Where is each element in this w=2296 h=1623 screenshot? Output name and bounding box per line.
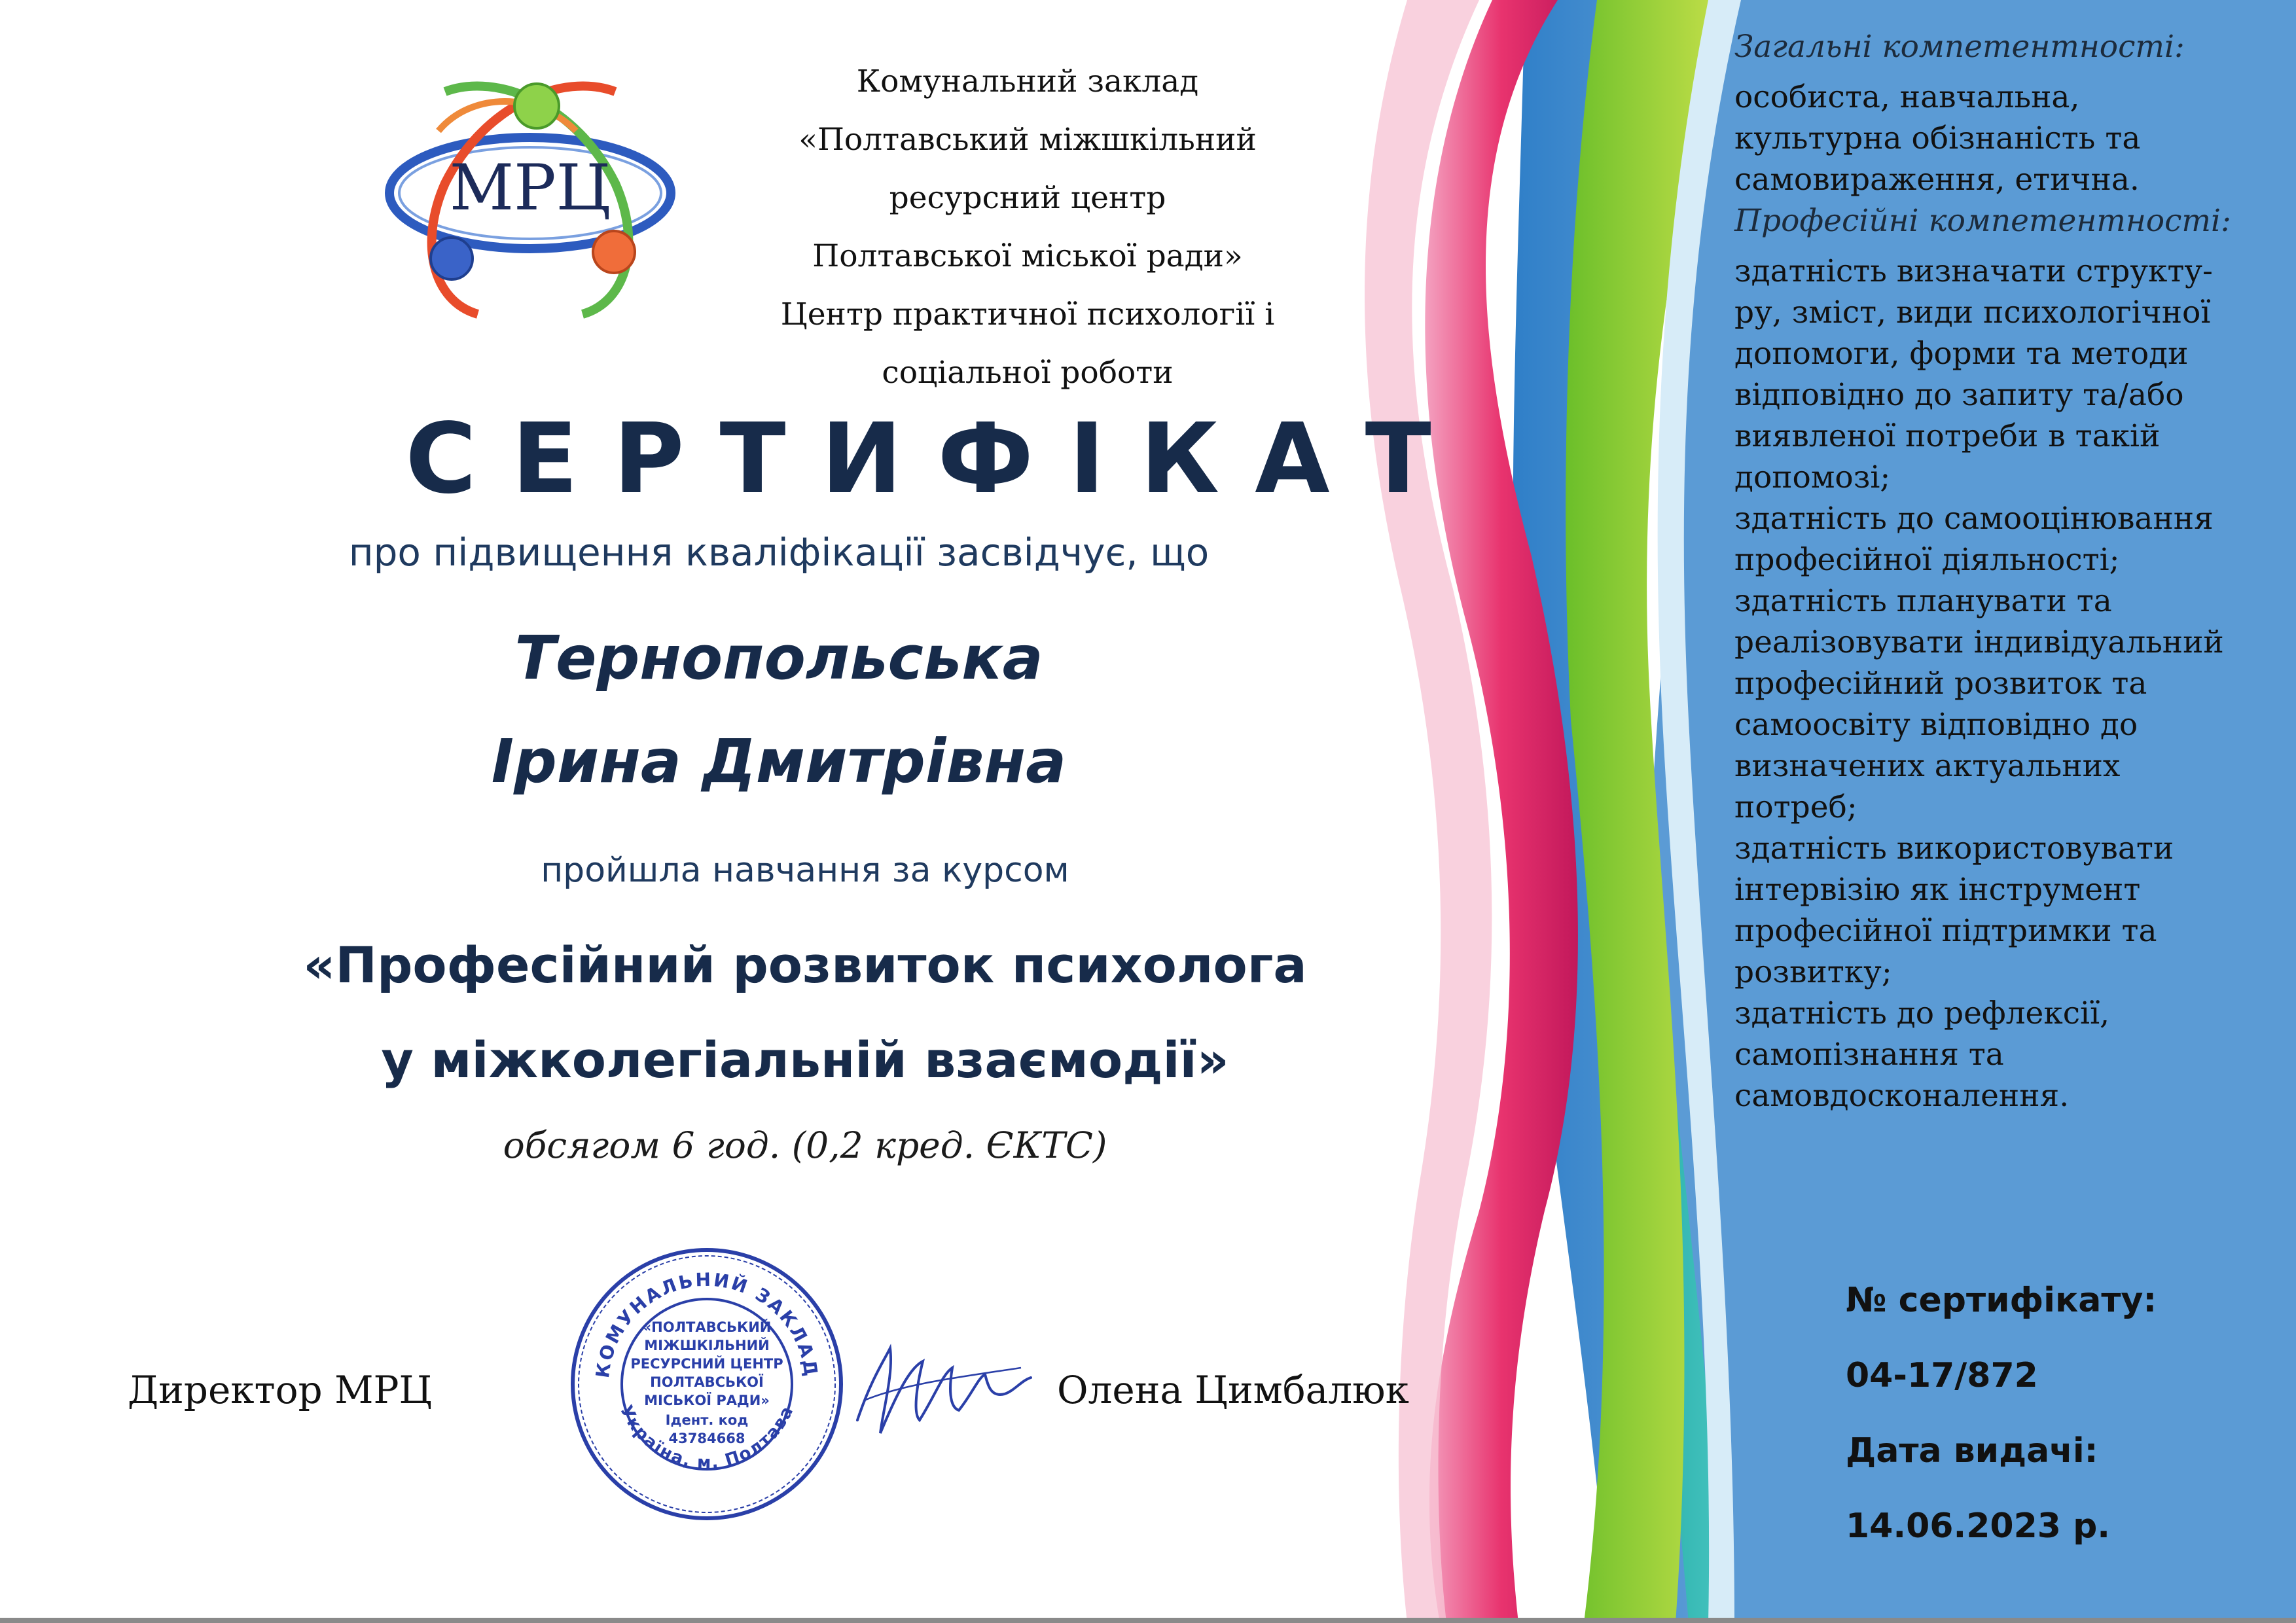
stamp-ring-bottom: Україна, м. Полтава xyxy=(615,1402,798,1473)
course-intro: пройшла навчання за курсом xyxy=(541,851,1069,890)
official-stamp xyxy=(563,1240,851,1528)
director-signature xyxy=(844,1322,1041,1453)
stamp-line: Ідент. код xyxy=(665,1412,749,1428)
institution-header xyxy=(668,52,1388,402)
certificate-title: СЕРТИФІКАТ xyxy=(405,402,1467,515)
professional-competency-line: професійної підтримки та xyxy=(1734,913,2157,949)
stamp-line: «ПОЛТАВСЬКИЙ xyxy=(642,1319,772,1335)
institution-line: «Полтавський міжшкільний xyxy=(798,122,1257,158)
certificate-subtitle: про підвищення кваліфікації засвідчує, що xyxy=(348,530,1210,575)
professional-competency-line: здатність до самооцінювання xyxy=(1734,501,2214,537)
issue-date-label: Дата видачі: xyxy=(1846,1431,2098,1471)
stamp-line: МІЖШКІЛЬНИЙ xyxy=(644,1338,770,1353)
professional-competency-line: ру, зміст, види психологічної xyxy=(1734,294,2211,330)
professional-competency-line: самопізнання та xyxy=(1734,1037,2004,1073)
director-label: Директор МРЦ xyxy=(128,1368,433,1412)
professional-competency-line: професійної діяльності; xyxy=(1734,542,2120,578)
general-competencies-heading: Загальні компетентності: xyxy=(1734,29,2185,65)
course-title-line-2: у міжколегіальній взаємодії» xyxy=(381,1031,1229,1089)
logo-text: МРЦ xyxy=(449,151,611,224)
professional-competency-line: визначених актуальних xyxy=(1734,748,2121,784)
course-title-line-1: «Професійний розвиток психолога xyxy=(303,936,1307,994)
bottom-border xyxy=(0,1618,2296,1623)
stamp-line: 43784668 xyxy=(668,1431,745,1446)
professional-competencies-heading: Професійні компетентності: xyxy=(1734,203,2231,239)
professional-competency-line: здатність визначати структу- xyxy=(1734,253,2213,289)
general-competency-line: культурна обізнаність та xyxy=(1734,120,2141,156)
recipient-surname: Тернопольська xyxy=(514,623,1043,693)
professional-competency-line: самоосвіту відповідно до xyxy=(1734,707,2138,743)
professional-competency-line: відповідно до запиту та/або xyxy=(1734,377,2184,413)
institution-line: Центр практичної психології і xyxy=(780,296,1275,332)
professional-competency-line: потреб; xyxy=(1734,789,1857,825)
certificate-number: 04-17/872 xyxy=(1846,1356,2038,1395)
professional-competency-line: допомоги, форми та методи xyxy=(1734,336,2189,372)
professional-competency-line: розвитку; xyxy=(1734,954,1892,990)
professional-competency-line: здатність до рефлексії, xyxy=(1734,995,2110,1031)
professional-competency-line: інтервізію як інструмент xyxy=(1734,872,2141,908)
stamp-line: ПОЛТАВСЬКОЇ xyxy=(650,1374,764,1390)
general-competency-line: самовираження, етична. xyxy=(1734,162,2140,198)
institution-line: Полтавської міської ради» xyxy=(812,238,1243,274)
institution-line: ресурсний центр xyxy=(889,180,1166,216)
stamp-line: РЕСУРСНИЙ ЦЕНТР xyxy=(630,1356,783,1372)
stamp-line: МІСЬКОЇ РАДИ» xyxy=(644,1393,770,1408)
professional-competency-line: самовдосконалення. xyxy=(1734,1078,2070,1114)
professional-competency-line: здатність використовувати xyxy=(1734,830,2174,866)
stamp-ring-top: КОМУНАЛЬНИЙ ЗАКЛАД xyxy=(591,1268,823,1380)
professional-competency-line: професійний розвиток та xyxy=(1734,666,2147,702)
professional-competency-line: виявленої потреби в такій xyxy=(1734,418,2161,454)
professional-competency-line: допомозі; xyxy=(1734,459,1891,495)
institution-line: Комунальний заклад xyxy=(856,63,1199,99)
course-volume: обсягом 6 год. (0,2 кред. ЄКТС) xyxy=(503,1124,1107,1166)
certificate-info xyxy=(1846,1263,2238,1564)
certificate-number-label: № сертифікату: xyxy=(1846,1281,2157,1320)
competencies-panel xyxy=(1734,26,2278,1116)
professional-competency-line: реалізовувати індивідуальний xyxy=(1734,624,2224,660)
professional-competency-line: здатність планувати та xyxy=(1734,583,2112,619)
issue-date: 14.06.2023 р. xyxy=(1846,1507,2111,1546)
mrc-logo xyxy=(367,52,694,347)
recipient-given-names: Ірина Дмитрівна xyxy=(491,726,1067,796)
director-name: Олена Цимбалюк xyxy=(1057,1368,1409,1412)
institution-line: соціальної роботи xyxy=(882,355,1174,391)
general-competency-line: особиста, навчальна, xyxy=(1734,79,2080,115)
